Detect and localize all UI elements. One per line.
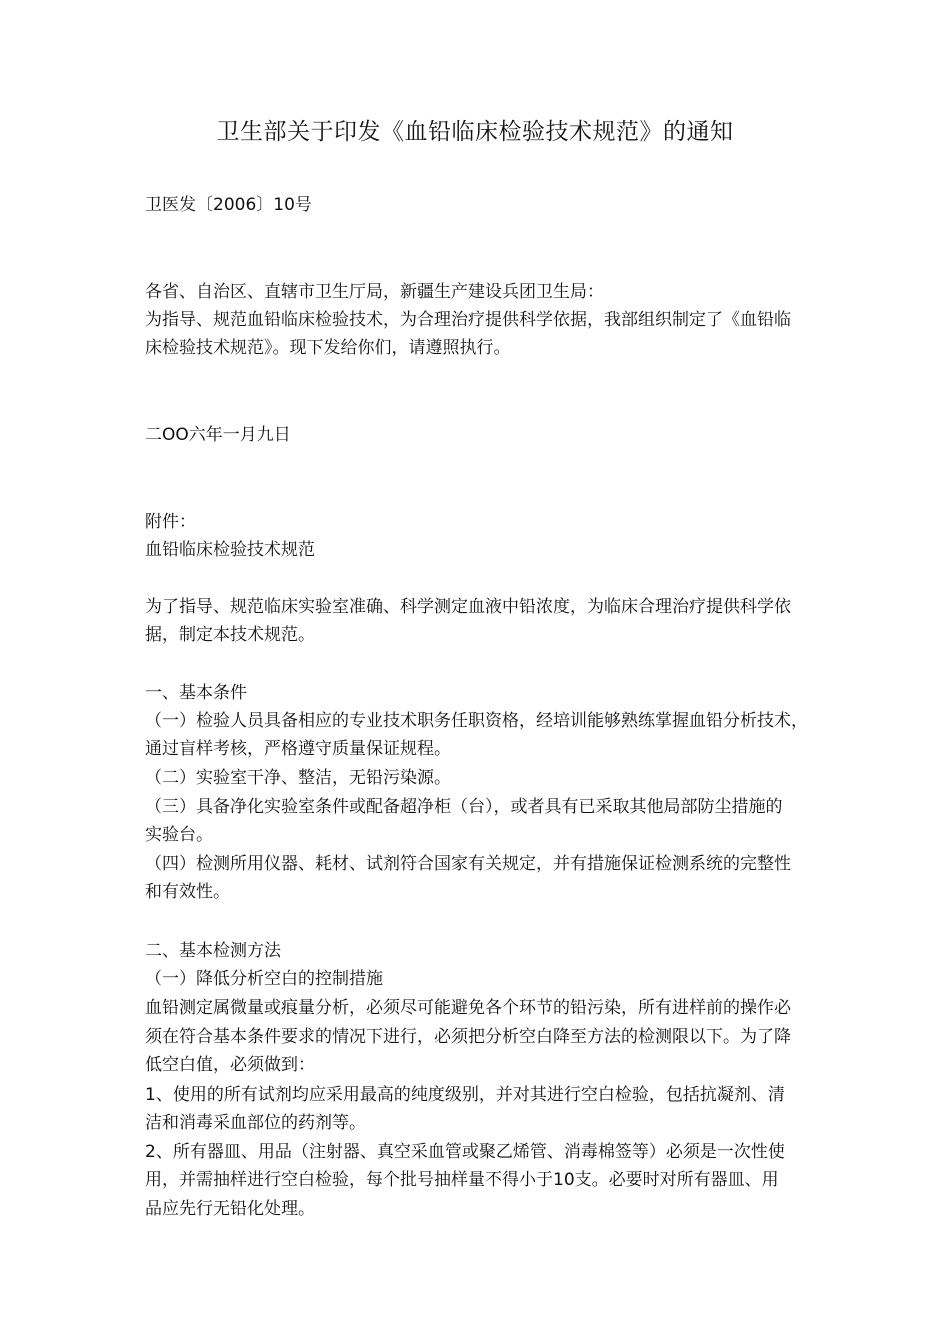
purpose-line: 据，制定本技术规范。: [145, 625, 315, 645]
section2-line: 血铅测定属微量或痕量分析，必须尽可能避免各个环节的铅污染，所有进样前的操作必: [145, 998, 791, 1018]
document-title: 卫生部关于印发《血铅临床检验技术规范》的通知: [216, 119, 734, 145]
purpose-line: 为了指导、规范临床实验室准确、科学测定血液中铅浓度，为临床合理治疗提供科学依: [145, 597, 791, 617]
section-heading: 二、基本检测方法: [145, 941, 281, 961]
attachment-title: 血铅临床检验技术规范: [145, 540, 315, 560]
addressee: 各省、自治区、直辖市卫生厅局，新疆生产建设兵团卫生局：: [145, 282, 604, 302]
section1-line: 实验台。: [145, 825, 213, 845]
section2-line: 2、所有器皿、用品（注射器、真空采血管或聚乙烯管、消毒棉签等）必须是一次性使: [145, 1142, 785, 1162]
intro-line: 为指导、规范血铅临床检验技术，为合理治疗提供科学依据，我部组织制定了《血铅临: [145, 310, 791, 330]
intro-line: 床检验技术规范》。现下发给你们，请遵照执行。: [145, 338, 511, 358]
section1-line: （三）具备净化实验室条件或配备超净柜（台），或者具有已采取其他局部防尘措施的: [145, 797, 783, 817]
section1-line: 和有效性。: [145, 882, 230, 902]
section1-line: （四）检测所用仪器、耗材、试剂符合国家有关规定，并有措施保证检测系统的完整性: [145, 854, 791, 874]
section2-line: 须在符合基本条件要求的情况下进行，必须把分析空白降至方法的检测限以下。为了降: [145, 1027, 791, 1047]
section2-line: 低空白值，必须做到：: [145, 1055, 315, 1075]
section2-line: 1、使用的所有试剂均应采用最高的纯度级别，并对其进行空白检验，包括抗凝剂、清: [145, 1085, 785, 1105]
section1-line: （一）检验人员具备相应的专业技术职务任职资格，经培训能够熟练掌握血铅分析技术，: [145, 711, 808, 731]
section-heading: 一、基本条件: [145, 683, 247, 703]
section2-line: 洁和消毒采血部位的药剂等。: [145, 1113, 366, 1133]
section2-line: 用，并需抽样进行空白检验，每个批号抽样量不得小于10支。必要时对所有器皿、用: [145, 1170, 779, 1190]
section1-line: （二）实验室干净、整洁，无铅污染源。: [145, 768, 451, 788]
attachment-label: 附件：: [145, 512, 196, 532]
section1-line: 通过盲样考核，严格遵守质量保证规程。: [145, 739, 451, 759]
subsection-heading: （一）降低分析空白的控制措施: [145, 969, 383, 989]
section2-line: 品应先行无铅化处理。: [145, 1199, 315, 1219]
issue-date: 二OO六年一月九日: [145, 425, 291, 445]
document-number: 卫医发〔2006〕10号: [145, 195, 312, 215]
